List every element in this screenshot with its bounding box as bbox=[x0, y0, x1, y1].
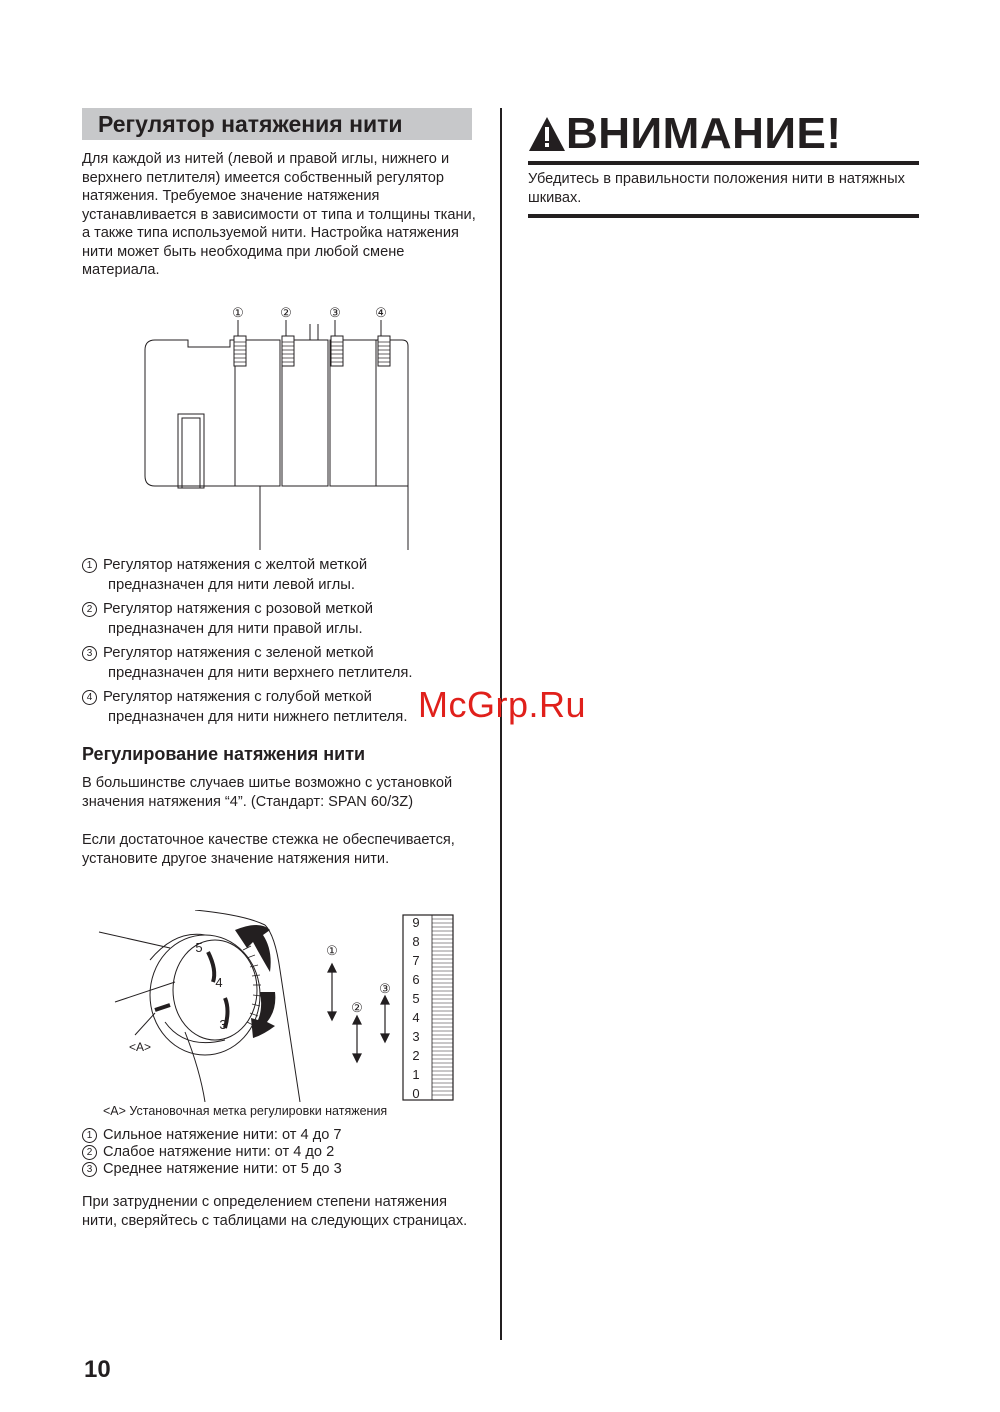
scale-4: 4 bbox=[412, 1010, 420, 1025]
scale-0: 0 bbox=[412, 1086, 420, 1101]
watermark: McGrp.Ru bbox=[418, 684, 587, 725]
scale-1: 1 bbox=[412, 1067, 420, 1082]
dial-number-3: 3 bbox=[219, 1017, 227, 1032]
legend-number-3: 3 bbox=[82, 646, 97, 661]
legend-line2-4: предназначен для нити нижнего петлителя. bbox=[108, 708, 408, 725]
range-number-3: 3 bbox=[82, 1162, 97, 1177]
arrow-label-1: ① bbox=[326, 943, 338, 958]
legend-line1-1: Регулятор натяжения с желтой меткой bbox=[103, 557, 368, 573]
legend-item-2 bbox=[82, 600, 482, 639]
callout-2: ② bbox=[280, 305, 292, 320]
scale-9: 9 bbox=[412, 915, 420, 930]
tension-ranges bbox=[82, 1127, 342, 1178]
callout-3: ③ bbox=[329, 305, 341, 320]
page-number: 10 bbox=[84, 1356, 111, 1383]
paragraph-adjust: Если достаточное качестве стежка не обеспечивается, установите другое значение натяжения нити. bbox=[82, 832, 455, 867]
legend-number-2: 2 bbox=[82, 602, 97, 617]
range-text-2: Слабое натяжение нити: от 4 до 2 bbox=[103, 1144, 335, 1160]
dial-adjustment-diagram bbox=[95, 910, 465, 1102]
warning-title bbox=[528, 108, 842, 160]
dial-number-4: 4 bbox=[215, 975, 223, 990]
legend-item-1 bbox=[82, 556, 482, 595]
range-item-1 bbox=[82, 1127, 342, 1144]
tension-dials-diagram bbox=[130, 300, 430, 550]
arrow-label-2: ② bbox=[351, 1000, 363, 1015]
warning-title-text: ВНИМАНИЕ! bbox=[566, 109, 842, 158]
legend-line2-3: предназначен для нити верхнего петлителя. bbox=[108, 664, 413, 681]
mark-label-a: <A> bbox=[128, 1040, 152, 1054]
legend-line1-4: Регулятор натяжения с голубой меткой bbox=[103, 689, 372, 705]
callout-1: ① bbox=[232, 305, 244, 320]
legend-line2-1: предназначен для нити левой иглы. bbox=[108, 576, 355, 593]
range-text-3: Среднее натяжение нити: от 5 до 3 bbox=[103, 1161, 342, 1177]
legend-number-4: 4 bbox=[82, 690, 97, 705]
range-item-3 bbox=[82, 1161, 342, 1178]
scale-5: 5 bbox=[412, 991, 420, 1006]
scale-2: 2 bbox=[412, 1048, 420, 1063]
paragraph-standard: В большинстве случаев шитье возможно с установкой значения натяжения “4”. (Стандарт: SPAN 60/3Z) bbox=[82, 775, 453, 810]
warning-rule-bottom bbox=[528, 214, 919, 218]
diagram-caption: <A> Установочная метка регулировки натяжения bbox=[103, 1104, 388, 1118]
section-title: Регулятор натяжения нити bbox=[82, 108, 472, 140]
scale-3: 3 bbox=[412, 1029, 420, 1044]
paragraph-tables: При затруднении с определением степени натяжения нити, сверяйтесь с таблицами на следующих страницах. bbox=[82, 1194, 468, 1229]
range-item-2 bbox=[82, 1144, 342, 1161]
scale-8: 8 bbox=[412, 934, 420, 949]
callout-4: ④ bbox=[375, 305, 387, 320]
legend-line1-2: Регулятор натяжения с розовой меткой bbox=[103, 601, 374, 617]
scale-7: 7 bbox=[412, 953, 420, 968]
intro-paragraph: Для каждой из нитей (левой и правой иглы, нижнего и верхнего петлителя) имеется собственный регулятор натяжения. Требуемое значение натяжения устанавливается в зависимости от типа и толщины ткани, а также типа используемой нити. Настройка натяжения нити может быть необходима при любой смене материала. bbox=[82, 151, 476, 278]
range-number-1: 1 bbox=[82, 1128, 97, 1143]
subheading: Регулирование натяжения нити bbox=[82, 744, 366, 764]
warning-rule-top bbox=[528, 161, 919, 165]
range-text-1: Сильное натяжение нити: от 4 до 7 bbox=[103, 1127, 342, 1143]
warning-text: Убедитесь в правильности положения нити в натяжных шкивах. bbox=[528, 171, 905, 206]
legend-number-1: 1 bbox=[82, 558, 97, 573]
legend-line2-2: предназначен для нити правой иглы. bbox=[108, 620, 363, 637]
legend-line1-3: Регулятор натяжения с зеленой меткой bbox=[103, 645, 374, 661]
arrow-label-3: ③ bbox=[379, 981, 391, 996]
range-number-2: 2 bbox=[82, 1145, 97, 1160]
dial-number-5: 5 bbox=[195, 940, 203, 955]
scale-6: 6 bbox=[412, 972, 420, 987]
warning-triangle-icon bbox=[528, 116, 566, 152]
legend-item-3 bbox=[82, 644, 482, 683]
